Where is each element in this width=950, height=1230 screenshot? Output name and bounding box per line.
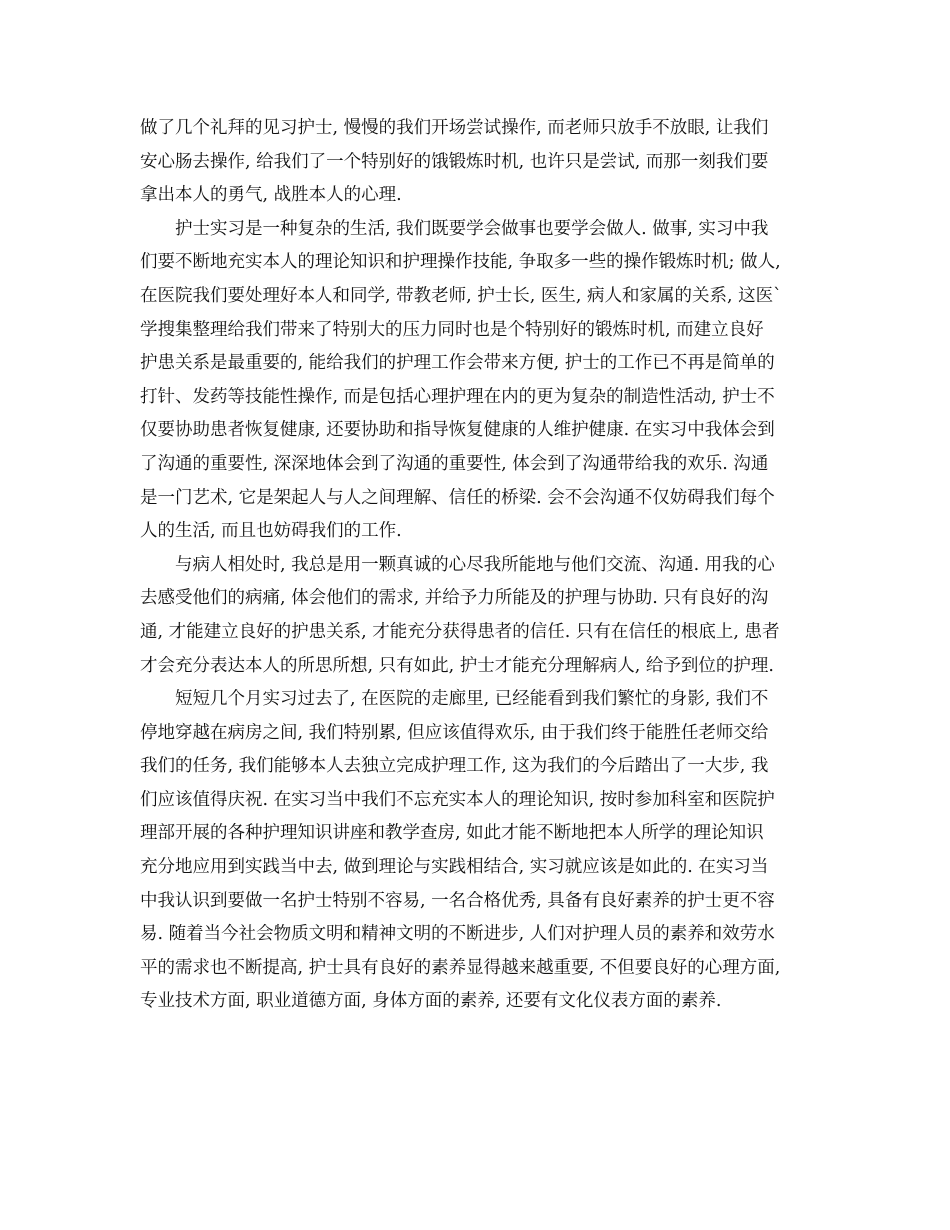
text-line: 通, 才能建立良好的护患关系, 才能充分获得患者的信任. 只有在信任的根底上, 患者	[140, 621, 780, 642]
text-line: 仅要协助患者恢复健康, 还要协助和指导恢复健康的人维护健康. 在实习中我体会到	[140, 420, 775, 441]
text-line: 人的生活, 而且也妨碍我们的工作.	[140, 521, 402, 542]
body-text	[140, 112, 815, 1019]
text-line: 安心肠去操作, 给我们了一个特别好的饿锻炼时机, 也许只是尝试, 而那一刻我们要	[140, 151, 769, 172]
paragraph-first-line: 短短几个月实习过去了, 在医院的走廊里, 已经能看到我们繁忙的身影, 我们不	[175, 689, 769, 710]
text-line: 才会充分表达本人的所思所想, 只有如此, 护士才能充分理解病人, 给予到位的护理.	[140, 655, 774, 676]
paragraph-first-line: 护士实习是一种复杂的生活, 我们既要学会做事也要学会做人. 做事, 实习中我	[175, 218, 769, 239]
text-line: 打针、发药等技能性操作, 而是包括心理护理在内的更为复杂的制造性活动, 护士不	[140, 386, 775, 407]
text-line: 易. 随着当今社会物质文明和精神文明的不断进步, 人们对护理人员的素养和效劳水	[140, 924, 775, 945]
text-line: 是一门艺术, 它是架起人与人之间理解、信任的桥梁. 会不会沟通不仅妨碍我们每个	[140, 487, 775, 508]
text-line: 我们的任务, 我们能够本人去独立完成护理工作, 这为我们的今后踏出了一大步, 我	[140, 756, 769, 777]
text-line: 充分地应用到实践当中去, 做到理论与实践相结合, 实习就应该是如此的. 在实习当	[140, 857, 769, 878]
text-line: 理部开展的各种护理知识讲座和教学查房, 如此才能不断地把本人所学的理论知识	[140, 823, 764, 844]
text-line: 专业技术方面, 职业道德方面, 身体方面的素养, 还要有文化仪表方面的素养.	[140, 991, 722, 1012]
text-line: 护患关系是最重要的, 能给我们的护理工作会带来方便, 护士的工作已不再是简单的	[140, 353, 775, 374]
text-line: 平的需求也不断提高, 护士具有良好的素养显得越来越重要, 不但要良好的心理方面,	[140, 957, 781, 978]
text-line: 中我认识到要做一名护士特别不容易, 一名合格优秀, 具备有良好素养的护士更不容	[140, 890, 775, 911]
text-line: 学搜集整理给我们带来了特别大的压力同时也是个特别好的锻炼时机, 而建立良好	[140, 319, 764, 340]
paragraph-first-line: 与病人相处时, 我总是用一颗真诚的心尽我所能地与他们交流、沟通. 用我的心	[175, 554, 775, 575]
text-line: 在医院我们要处理好本人和同学, 带教老师, 护士长, 医生, 病人和家属的关系, 这医`	[140, 285, 782, 306]
text-line: 去感受他们的病痛, 体会他们的需求, 并给予力所能及的护理与协助. 只有良好的沟	[140, 588, 769, 609]
text-line: 了沟通的重要性, 深深地体会到了沟通的重要性, 体会到了沟通带给我的欢乐. 沟通	[140, 453, 769, 474]
text-line: 们要不断地充实本人的理论知识和护理操作技能, 争取多一些的操作锻炼时机; 做人,	[140, 252, 781, 273]
text-line: 做了几个礼拜的见习护士, 慢慢的我们开场尝试操作, 而老师只放手不放眼, 让我们	[140, 118, 769, 138]
text-line: 停地穿越在病房之间, 我们特别累, 但应该值得欢乐, 由于我们终于能胜任老师交给	[140, 722, 769, 743]
text-line: 们应该值得庆祝. 在实习当中我们不忘充实本人的理论知识, 按时参加科室和医院护	[140, 789, 775, 810]
text-line: 拿出本人的勇气, 战胜本人的心理.	[140, 185, 402, 206]
